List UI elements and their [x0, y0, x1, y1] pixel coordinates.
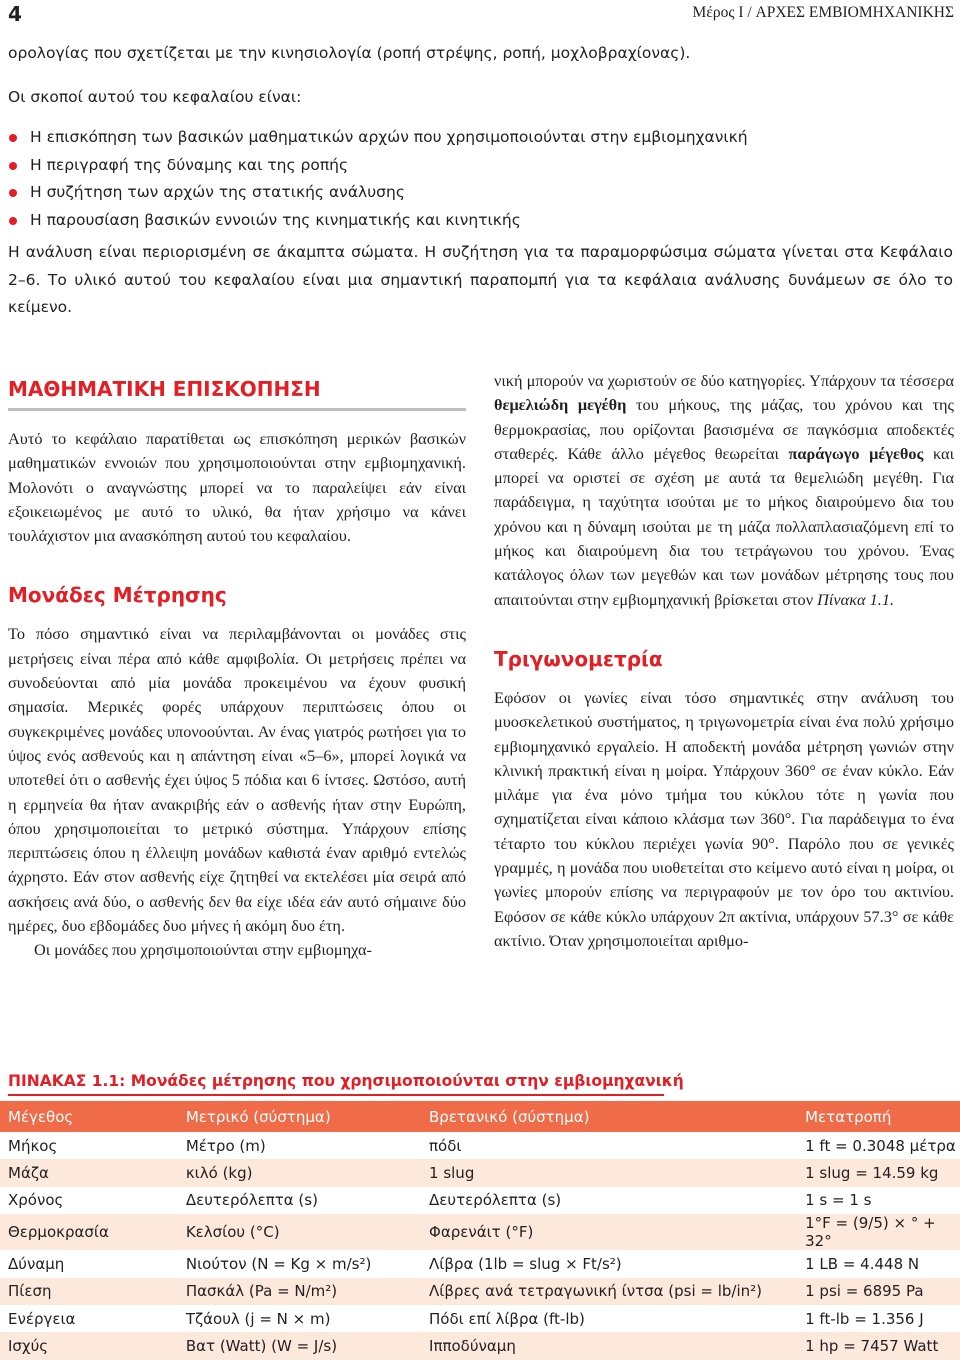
table-cell: 1 slug	[421, 1159, 797, 1186]
table-cell: Βατ (Watt) (W = J/s)	[178, 1332, 421, 1359]
table-cell: 1 hp = 7457 Watt	[797, 1332, 960, 1359]
section-divider	[8, 408, 466, 411]
table-reference: Πίνακα 1.1.	[817, 589, 895, 609]
table-cell: Πίεση	[0, 1278, 178, 1305]
trig-paragraph: Εφόσον οι γωνίες είναι τόσο σημαντικές στην ανάλυση του μυοσκελετικού συστήματος, η τριγωνομετρία είναι ένα πολύ χρήσιμο εμβιομηχανικό εργαλείο. Η αποδεκτή μονάδα μέτρηση γωνιών στην κλινική πρακτική είναι η μοίρα. Υπάρχουν 360° σε έναν κύκλο. Εάν μιλάμε για ένα μόνο τμήμα του κύκλου τότε η γωνία που σχηματίζεται είναι κάποιο κλάσμα των 360°. Για παράδειγμα το ένα τέταρτο του κύκλου περιέχει γωνία 90°. Παρόλο που σε γενικές γραμμές, η μονάδα που υιοθετείται στο κείμενο αυτό είναι η μοίρα, οι γωνίες μπορούν επίσης να περιγραφούν με τον όρο του ακτινίου. Εφόσον σε κάθε κύκλο υπάρχουν 2π ακτίνια, υπάρχουν 57.3° σε κάθε ακτίνιο. Όταν χρησιμοποιείται αριθμο-	[494, 687, 954, 950]
table-cell: Δευτερόλεπτα (s)	[185, 1191, 318, 1210]
table-header-cell: Μέγεθος	[0, 1101, 178, 1132]
table-row	[0, 1132, 960, 1159]
table-row	[0, 1187, 960, 1214]
table-row	[0, 1214, 960, 1250]
aims-lead: Οι σκοποί αυτού του κεφαλαίου είναι:	[8, 88, 302, 106]
table-cell: Μάζα	[0, 1159, 178, 1186]
aims-list-item: Η συζήτηση των αρχών της στατικής ανάλυσης	[8, 179, 748, 207]
table-cell: Ισχύς	[0, 1332, 178, 1359]
table-cell: Χρόνος	[8, 1191, 64, 1210]
table-cell: Πασκάλ (Pa = N/m²)	[178, 1278, 421, 1305]
intro-summary: Η ανάλυση είναι περιορισμένη σε άκαμπτα σώματα. Η συζήτηση για τα παραμορφώσιμα σώματα γίνεται στα Κεφάλαιο 2–6. Το υλικό αυτού του κεφαλαίου είναι μια σημαντική παραπομπή για τα κεφάλαια ανάλυσης δυνάμεων σε όλο το κείμενο.	[8, 243, 953, 316]
table-header-cell: Μετατροπή	[797, 1101, 960, 1132]
intro-continuation: ορολογίας που σχετίζεται με την κινησιολογία (ροπή στρέψης, ροπή, μοχλοβραχίονας).	[8, 44, 691, 62]
math-review-title: ΜΑΘΗΜΑΤΙΚΗ ΕΠΙΣΚΟΠΗΣΗ	[8, 377, 321, 401]
table-row	[0, 1332, 960, 1359]
table-cell: 1 LB = 4.448 N	[805, 1254, 920, 1273]
page-number: 4	[8, 2, 22, 26]
units-table	[0, 1101, 960, 1360]
table-row	[0, 1250, 960, 1277]
term-fundamental-quantities: θεμελιώδη μεγέθη	[494, 395, 627, 415]
table-cell: Μήκος	[8, 1136, 58, 1155]
table-title-divider	[8, 1094, 664, 1096]
table-cell: 1°F = (9/5) × ° + 32°	[797, 1214, 960, 1250]
units-paragraph-2-lead: Οι μονάδες που χρησιμοποιούνται στην εμβιομηχα-	[34, 940, 372, 960]
table-cell: Ενέργεια	[8, 1309, 76, 1328]
table-cell: 1 ft-lb = 1.356 J	[805, 1309, 924, 1328]
table-cell: Θερμοκρασία	[0, 1214, 178, 1250]
aims-list	[8, 124, 748, 234]
table-cell: Μέτρο (m)	[185, 1136, 266, 1155]
bullet-icon	[9, 134, 17, 142]
trig-section-title: Τριγωνομετρία	[494, 646, 663, 671]
aims-list-item: Η παρουσίαση βασικών εννοιών της κινηματικής και κινητικής	[8, 207, 748, 235]
table-header-cell: Βρετανικό (σύστημα)	[421, 1101, 797, 1132]
table-cell: Τζάουλ (j = N × m)	[185, 1309, 331, 1328]
table-cell: Λίβρες ανά τετραγωνική ίντσα (psi = lb/in²)	[421, 1278, 797, 1305]
units-paragraph-2-continued: νική μπορούν να χωριστούν σε δύο κατηγορίες. Υπάρχουν τα τέσσερα θεμελιώδη μεγέθη του μήκους, της μάζας, του χρόνου και της θερμοκρασίας, που ορίζονται βασισμένα σε παγκόσμια αποδεκτές σταθερές. Κάθε άλλο μέγεθος θεωρείται παράγωγο μέγεθος και μπορεί να οριστεί σε σχέση με αυτά τα θεμελιώδη μεγέθη. Για παράδειγμα, η ταχύτητα ισούται με το μήκος διαιρούμενο δια του χρόνου και η δύναμη ισούται με τη μάζα πολλαπλασιαζόμενη επί το μήκος και διαιρούμενη δια του τετράγωνου του χρόνου. Ένας κατάλογος όλων των μεγεθών και των μονάδων μέτρησης τους που απαιτούνται στην εμβιομηχανική βρίσκεται στον Πίνακα 1.1.	[494, 371, 954, 609]
table-cell: Νιούτον (N = Kg × m/s²)	[185, 1254, 372, 1273]
term-derived-quantity: παράγωγο μέγεθος	[788, 443, 924, 463]
table-cell: 1 psi = 6895 Pa	[797, 1278, 960, 1305]
table-cell: 1 slug = 14.59 kg	[797, 1159, 960, 1186]
table-header-cell: Μετρικό (σύστημα)	[178, 1101, 421, 1132]
table-cell: Λίβρα (1lb = slug × Ft/s²)	[429, 1254, 622, 1273]
table-cell: πόδι	[429, 1136, 462, 1155]
bullet-icon	[9, 189, 17, 197]
table-cell: Φαρενάιτ (°F)	[421, 1214, 797, 1250]
table-header-row	[0, 1101, 960, 1132]
units-paragraph: Το πόσο σημαντικό είναι να περιλαμβάνονται οι μονάδες στις μετρήσεις είναι πέρα από κάθε αμφιβολία. Οι μετρήσεις πρέπει να συνοδεύονται από μία μονάδα προκειμένου να έχουν φυσική σημασία. Μερικές φορές υπάρχουν περιπτώσεις όπου οι συγκεκριμένες μονάδες υπονοούνται. Αν ένας γιατρός ρωτήσει για το ύψος ενός ασθενούς και η απάντηση είναι «5–6», μπορεί λογικά να υποτεθεί ότι ο ασθενής έχει ύψος 5 πόδια και 6 ίντσες. Ωστόσο, αυτή η ερμηνεία θα ήταν ανακριβής εάν ο ασθενής ήταν στην Ευρώπη, όπου χρησιμοποιείται το μετρικό σύστημα. Υπάρχουν επίσης περιπτώσεις όπου η έλλειψη μονάδων καθιστά έναν αριθμό εντελώς άχρηστο. Εάν στον ασθενής είχε ζητηθεί να εκτελέσει μία σειρά από ασκήσεις ανά δύο, ο ασθενής δεν θα είχε ιδέα εάν αυτό σήμαινε δύο ημέρες, δυο εβδομάδες δυο μήνες ή ακόμη δυο έτη.	[8, 624, 466, 936]
table-row	[0, 1159, 960, 1186]
bullet-icon	[9, 162, 17, 170]
table-row	[0, 1278, 960, 1305]
table-cell: 1 s = 1 s	[805, 1191, 872, 1210]
table-cell: Δύναμη	[8, 1254, 65, 1273]
table-cell: Κελσίου (°C)	[178, 1214, 421, 1250]
table-cell: Ιπποδύναμη	[421, 1332, 797, 1359]
left-column	[8, 376, 466, 963]
table-title: ΠΙΝΑΚΑΣ 1.1: Μονάδες μέτρησης που χρησιμοποιούνται στην εμβιομηχανική	[8, 1072, 684, 1090]
aims-list-item: Η επισκόπηση των βασικών μαθηματικών αρχών που χρησιμοποιούνται στην εμβιομηχανική	[8, 124, 748, 152]
running-title: Μέρος I / ΑΡΧΕΣ ΕΜΒΙΟΜΗΧΑΝΙΚΗΣ	[692, 4, 954, 21]
table-cell: κιλό (kg)	[178, 1159, 421, 1186]
aims-list-item: Η περιγραφή της δύναμης και της ροπής	[8, 152, 748, 180]
table-cell: Δευτερόλεπτα (s)	[429, 1191, 562, 1210]
table-cell: 1 ft = 0.3048 μέτρα	[805, 1136, 956, 1155]
units-section-title: Μονάδες Μέτρησης	[8, 583, 227, 608]
bullet-icon	[9, 217, 17, 225]
right-column	[494, 369, 954, 953]
math-review-text: Αυτό το κεφάλαιο παρατίθεται ως επισκόπηση μερικών βασικών μαθηματικών εννοιών που χρησιμοποιούνται στην εμβιομηχανική. Μολονότι ο αναγνώστης μπορεί να το παραλείψει εάν είναι εξοικειωμένος με αυτό το υλικό, θα ήταν χρήσιμο να κάνει τουλάχιστον μια ανασκόπηση αυτού του κεφαλαίου.	[8, 429, 466, 546]
table-cell: Πόδι επί λίβρα (ft-lb)	[429, 1309, 585, 1328]
table-row	[0, 1305, 960, 1332]
